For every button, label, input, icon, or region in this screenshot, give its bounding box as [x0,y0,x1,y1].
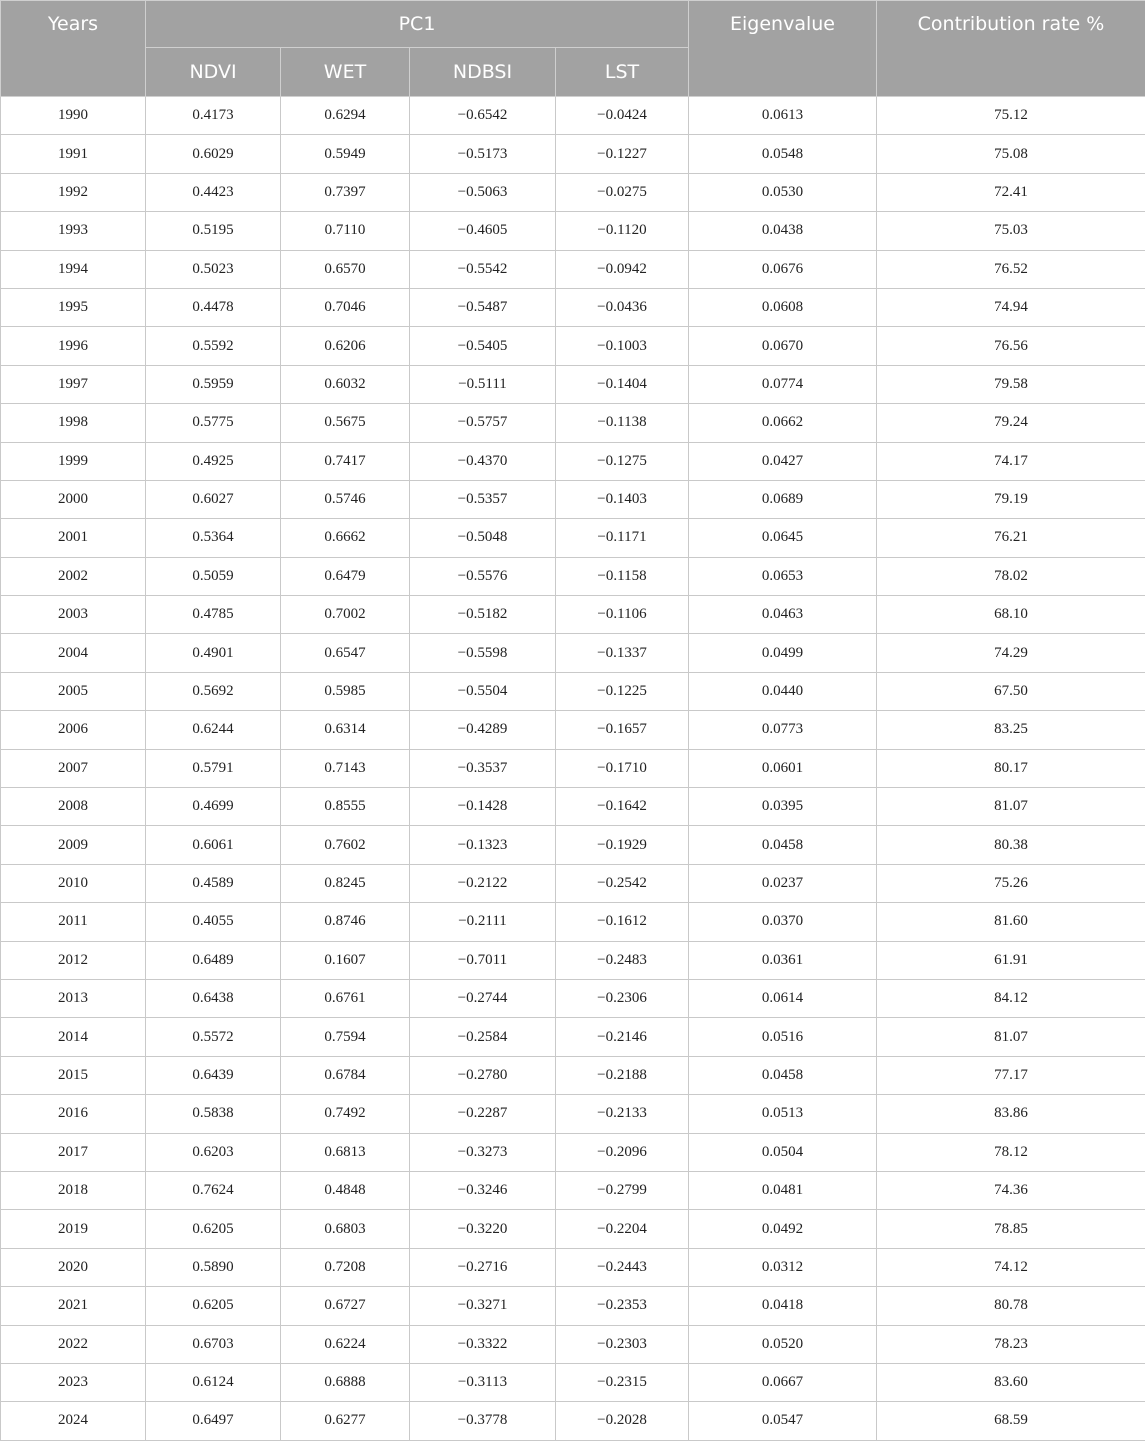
table-row [1,1210,1145,1248]
cell-wet: 0.6803 [281,1210,410,1248]
cell-ndvi: 0.6489 [146,941,281,979]
cell-wet: 0.6224 [281,1325,410,1363]
cell-ndbsi: −0.2287 [410,1095,556,1133]
cell-ndbsi: −0.3537 [410,749,556,787]
cell-ndvi: 0.5692 [146,672,281,710]
cell-lst: −0.2315 [556,1363,689,1401]
cell-ndvi: 0.5838 [146,1095,281,1133]
cell-contribution-rate: 83.25 [877,711,1145,749]
cell-ndvi: 0.4423 [146,173,281,211]
table-row [1,557,1145,595]
table-row [1,1018,1145,1056]
cell-year: 2005 [1,672,146,710]
cell-lst: −0.1171 [556,519,689,557]
cell-ndvi: 0.6124 [146,1363,281,1401]
header-wet: WET [281,48,410,97]
cell-year: 1992 [1,173,146,211]
header-ndvi: NDVI [146,48,281,97]
cell-ndvi: 0.6061 [146,826,281,864]
cell-wet: 0.7046 [281,288,410,326]
cell-year: 2000 [1,480,146,518]
header-lst: LST [556,48,689,97]
cell-ndvi: 0.6205 [146,1210,281,1248]
cell-eigenvalue: 0.0653 [689,557,877,595]
table-row [1,212,1145,250]
cell-ndbsi: −0.5598 [410,634,556,672]
cell-contribution-rate: 75.26 [877,864,1145,902]
cell-wet: 0.8245 [281,864,410,902]
cell-year: 1994 [1,250,146,288]
cell-contribution-rate: 78.12 [877,1133,1145,1171]
cell-year: 2002 [1,557,146,595]
cell-eigenvalue: 0.0458 [689,1056,877,1094]
table-row [1,1248,1145,1286]
cell-wet: 0.7397 [281,173,410,211]
table-row [1,97,1145,135]
header-ndbsi: NDBSI [410,48,556,97]
cell-ndvi: 0.4478 [146,288,281,326]
cell-lst: −0.1275 [556,442,689,480]
cell-lst: −0.0424 [556,97,689,135]
cell-eigenvalue: 0.0613 [689,97,877,135]
cell-year: 1995 [1,288,146,326]
cell-year: 2022 [1,1325,146,1363]
cell-year: 2023 [1,1363,146,1401]
cell-year: 1997 [1,365,146,403]
cell-eigenvalue: 0.0530 [689,173,877,211]
table-row [1,1287,1145,1325]
cell-ndbsi: −0.5504 [410,672,556,710]
cell-eigenvalue: 0.0547 [689,1402,877,1440]
cell-lst: −0.0942 [556,250,689,288]
cell-lst: −0.2542 [556,864,689,902]
cell-lst: −0.2306 [556,979,689,1017]
cell-ndvi: 0.5023 [146,250,281,288]
cell-ndvi: 0.5059 [146,557,281,595]
table-header [1,1,1145,97]
cell-eigenvalue: 0.0427 [689,442,877,480]
table-row [1,1095,1145,1133]
cell-eigenvalue: 0.0516 [689,1018,877,1056]
cell-wet: 0.8555 [281,788,410,826]
cell-ndvi: 0.4173 [146,97,281,135]
cell-ndvi: 0.6497 [146,1402,281,1440]
cell-ndvi: 0.4925 [146,442,281,480]
cell-lst: −0.1403 [556,480,689,518]
cell-year: 2017 [1,1133,146,1171]
cell-ndvi: 0.6027 [146,480,281,518]
table-row [1,634,1145,672]
cell-ndbsi: −0.3113 [410,1363,556,1401]
cell-wet: 0.7143 [281,749,410,787]
cell-lst: −0.2028 [556,1402,689,1440]
cell-contribution-rate: 74.17 [877,442,1145,480]
cell-wet: 0.6813 [281,1133,410,1171]
table-row [1,1056,1145,1094]
cell-ndvi: 0.5791 [146,749,281,787]
cell-year: 1993 [1,212,146,250]
cell-eigenvalue: 0.0504 [689,1133,877,1171]
table-row [1,1402,1145,1440]
cell-ndvi: 0.4589 [146,864,281,902]
header-contribution-rate: Contribution rate % [877,1,1145,97]
cell-contribution-rate: 76.21 [877,519,1145,557]
cell-wet: 0.6032 [281,365,410,403]
cell-wet: 0.1607 [281,941,410,979]
cell-contribution-rate: 75.08 [877,135,1145,173]
cell-lst: −0.2303 [556,1325,689,1363]
cell-contribution-rate: 79.19 [877,480,1145,518]
cell-year: 2011 [1,903,146,941]
cell-wet: 0.7110 [281,212,410,250]
cell-contribution-rate: 81.07 [877,1018,1145,1056]
cell-ndbsi: −0.2716 [410,1248,556,1286]
cell-year: 2015 [1,1056,146,1094]
cell-wet: 0.6888 [281,1363,410,1401]
cell-wet: 0.5985 [281,672,410,710]
cell-ndbsi: −0.2122 [410,864,556,902]
cell-year: 2012 [1,941,146,979]
cell-eigenvalue: 0.0395 [689,788,877,826]
cell-contribution-rate: 68.59 [877,1402,1145,1440]
cell-wet: 0.5746 [281,480,410,518]
cell-lst: −0.2799 [556,1171,689,1209]
cell-ndbsi: −0.5063 [410,173,556,211]
table-row [1,480,1145,518]
table-row [1,788,1145,826]
cell-year: 2014 [1,1018,146,1056]
cell-year: 2008 [1,788,146,826]
cell-lst: −0.1158 [556,557,689,595]
cell-ndvi: 0.6703 [146,1325,281,1363]
cell-ndbsi: −0.2584 [410,1018,556,1056]
cell-eigenvalue: 0.0438 [689,212,877,250]
cell-lst: −0.1138 [556,404,689,442]
cell-year: 2020 [1,1248,146,1286]
cell-eigenvalue: 0.0520 [689,1325,877,1363]
cell-ndbsi: −0.4370 [410,442,556,480]
table-body [1,97,1145,1441]
cell-wet: 0.8746 [281,903,410,941]
cell-ndvi: 0.4699 [146,788,281,826]
cell-lst: −0.2188 [556,1056,689,1094]
cell-year: 1998 [1,404,146,442]
cell-ndvi: 0.5592 [146,327,281,365]
cell-lst: −0.2096 [556,1133,689,1171]
cell-ndbsi: −0.3322 [410,1325,556,1363]
cell-year: 2010 [1,864,146,902]
cell-ndbsi: −0.5357 [410,480,556,518]
cell-year: 1990 [1,97,146,135]
cell-eigenvalue: 0.0670 [689,327,877,365]
cell-year: 1991 [1,135,146,173]
cell-lst: −0.2204 [556,1210,689,1248]
cell-contribution-rate: 74.94 [877,288,1145,326]
cell-ndbsi: −0.3273 [410,1133,556,1171]
cell-wet: 0.6784 [281,1056,410,1094]
cell-wet: 0.6761 [281,979,410,1017]
cell-contribution-rate: 81.60 [877,903,1145,941]
table-row [1,672,1145,710]
cell-year: 2009 [1,826,146,864]
cell-wet: 0.5675 [281,404,410,442]
header-pc1: PC1 [146,1,689,48]
cell-ndbsi: −0.4605 [410,212,556,250]
cell-contribution-rate: 74.29 [877,634,1145,672]
table-row [1,173,1145,211]
cell-contribution-rate: 80.17 [877,749,1145,787]
cell-lst: −0.1642 [556,788,689,826]
cell-lst: −0.1929 [556,826,689,864]
cell-eigenvalue: 0.0312 [689,1248,877,1286]
cell-lst: −0.1106 [556,596,689,634]
cell-ndvi: 0.5195 [146,212,281,250]
cell-eigenvalue: 0.0492 [689,1210,877,1248]
cell-eigenvalue: 0.0608 [689,288,877,326]
cell-wet: 0.4848 [281,1171,410,1209]
cell-contribution-rate: 79.58 [877,365,1145,403]
cell-lst: −0.0436 [556,288,689,326]
cell-lst: −0.1227 [556,135,689,173]
cell-wet: 0.6294 [281,97,410,135]
cell-wet: 0.7002 [281,596,410,634]
cell-wet: 0.6662 [281,519,410,557]
cell-year: 2019 [1,1210,146,1248]
cell-lst: −0.1337 [556,634,689,672]
cell-year: 2001 [1,519,146,557]
cell-contribution-rate: 81.07 [877,788,1145,826]
cell-ndbsi: −0.5405 [410,327,556,365]
cell-eigenvalue: 0.0667 [689,1363,877,1401]
cell-contribution-rate: 61.91 [877,941,1145,979]
cell-eigenvalue: 0.0458 [689,826,877,864]
cell-ndvi: 0.4785 [146,596,281,634]
cell-wet: 0.7594 [281,1018,410,1056]
cell-ndbsi: −0.3246 [410,1171,556,1209]
table-row [1,979,1145,1017]
cell-contribution-rate: 74.36 [877,1171,1145,1209]
cell-ndbsi: −0.5576 [410,557,556,595]
cell-ndbsi: −0.1428 [410,788,556,826]
cell-ndbsi: −0.5542 [410,250,556,288]
cell-contribution-rate: 78.02 [877,557,1145,595]
cell-eigenvalue: 0.0463 [689,596,877,634]
cell-eigenvalue: 0.0370 [689,903,877,941]
table-row [1,826,1145,864]
header-eigenvalue: Eigenvalue [689,1,877,97]
table-row [1,596,1145,634]
cell-ndbsi: −0.5173 [410,135,556,173]
table-row [1,903,1145,941]
cell-ndbsi: −0.5182 [410,596,556,634]
cell-lst: −0.2353 [556,1287,689,1325]
cell-year: 2007 [1,749,146,787]
cell-eigenvalue: 0.0773 [689,711,877,749]
cell-contribution-rate: 68.10 [877,596,1145,634]
cell-eigenvalue: 0.0614 [689,979,877,1017]
cell-wet: 0.6479 [281,557,410,595]
cell-ndvi: 0.5890 [146,1248,281,1286]
cell-ndvi: 0.5572 [146,1018,281,1056]
cell-contribution-rate: 79.24 [877,404,1145,442]
cell-wet: 0.7602 [281,826,410,864]
cell-eigenvalue: 0.0774 [689,365,877,403]
cell-lst: −0.2146 [556,1018,689,1056]
cell-contribution-rate: 72.41 [877,173,1145,211]
cell-ndvi: 0.6205 [146,1287,281,1325]
cell-eigenvalue: 0.0481 [689,1171,877,1209]
cell-eigenvalue: 0.0237 [689,864,877,902]
cell-lst: −0.2443 [556,1248,689,1286]
cell-ndvi: 0.5775 [146,404,281,442]
cell-ndbsi: −0.5757 [410,404,556,442]
cell-contribution-rate: 77.17 [877,1056,1145,1094]
table-row [1,288,1145,326]
cell-contribution-rate: 67.50 [877,672,1145,710]
cell-lst: −0.1003 [556,327,689,365]
cell-wet: 0.7417 [281,442,410,480]
cell-eigenvalue: 0.0676 [689,250,877,288]
cell-year: 2004 [1,634,146,672]
cell-lst: −0.1612 [556,903,689,941]
cell-ndvi: 0.6029 [146,135,281,173]
cell-contribution-rate: 75.03 [877,212,1145,250]
cell-wet: 0.7492 [281,1095,410,1133]
cell-ndvi: 0.5959 [146,365,281,403]
cell-year: 2013 [1,979,146,1017]
table-row [1,135,1145,173]
cell-contribution-rate: 80.78 [877,1287,1145,1325]
cell-eigenvalue: 0.0645 [689,519,877,557]
cell-contribution-rate: 83.86 [877,1095,1145,1133]
cell-ndvi: 0.6203 [146,1133,281,1171]
cell-wet: 0.6277 [281,1402,410,1440]
cell-lst: −0.1120 [556,212,689,250]
cell-ndbsi: −0.7011 [410,941,556,979]
table-row [1,404,1145,442]
cell-lst: −0.1404 [556,365,689,403]
cell-wet: 0.6314 [281,711,410,749]
cell-lst: −0.2133 [556,1095,689,1133]
cell-ndvi: 0.6439 [146,1056,281,1094]
cell-contribution-rate: 76.52 [877,250,1145,288]
cell-wet: 0.7208 [281,1248,410,1286]
cell-wet: 0.6547 [281,634,410,672]
cell-contribution-rate: 84.12 [877,979,1145,1017]
cell-year: 2021 [1,1287,146,1325]
cell-contribution-rate: 83.60 [877,1363,1145,1401]
cell-year: 2018 [1,1171,146,1209]
table-row [1,1133,1145,1171]
cell-lst: −0.1657 [556,711,689,749]
cell-year: 2006 [1,711,146,749]
table-row [1,864,1145,902]
cell-contribution-rate: 78.23 [877,1325,1145,1363]
cell-contribution-rate: 74.12 [877,1248,1145,1286]
cell-eigenvalue: 0.0548 [689,135,877,173]
cell-ndbsi: −0.5111 [410,365,556,403]
cell-lst: −0.0275 [556,173,689,211]
cell-ndbsi: −0.2111 [410,903,556,941]
table-row [1,711,1145,749]
cell-eigenvalue: 0.0440 [689,672,877,710]
cell-ndbsi: −0.3271 [410,1287,556,1325]
cell-eigenvalue: 0.0499 [689,634,877,672]
table-row [1,327,1145,365]
cell-ndbsi: −0.4289 [410,711,556,749]
cell-eigenvalue: 0.0689 [689,480,877,518]
cell-ndbsi: −0.5487 [410,288,556,326]
cell-ndvi: 0.6438 [146,979,281,1017]
cell-wet: 0.6206 [281,327,410,365]
cell-wet: 0.5949 [281,135,410,173]
table-row [1,1363,1145,1401]
cell-contribution-rate: 80.38 [877,826,1145,864]
table-row [1,365,1145,403]
cell-year: 2024 [1,1402,146,1440]
cell-ndbsi: −0.1323 [410,826,556,864]
cell-ndvi: 0.5364 [146,519,281,557]
cell-contribution-rate: 76.56 [877,327,1145,365]
cell-ndbsi: −0.3778 [410,1402,556,1440]
table-row [1,941,1145,979]
cell-ndbsi: −0.6542 [410,97,556,135]
table-row [1,442,1145,480]
cell-ndbsi: −0.2780 [410,1056,556,1094]
cell-ndvi: 0.6244 [146,711,281,749]
cell-ndvi: 0.4901 [146,634,281,672]
cell-eigenvalue: 0.0418 [689,1287,877,1325]
table-row [1,250,1145,288]
cell-eigenvalue: 0.0601 [689,749,877,787]
cell-lst: −0.2483 [556,941,689,979]
cell-ndvi: 0.7624 [146,1171,281,1209]
table-row [1,519,1145,557]
cell-wet: 0.6727 [281,1287,410,1325]
cell-wet: 0.6570 [281,250,410,288]
table-row [1,749,1145,787]
cell-contribution-rate: 78.85 [877,1210,1145,1248]
cell-year: 2016 [1,1095,146,1133]
cell-eigenvalue: 0.0662 [689,404,877,442]
cell-year: 2003 [1,596,146,634]
cell-lst: −0.1710 [556,749,689,787]
cell-eigenvalue: 0.0513 [689,1095,877,1133]
cell-contribution-rate: 75.12 [877,97,1145,135]
table-row [1,1325,1145,1363]
cell-year: 1999 [1,442,146,480]
cell-eigenvalue: 0.0361 [689,941,877,979]
cell-ndvi: 0.4055 [146,903,281,941]
cell-year: 1996 [1,327,146,365]
cell-ndbsi: −0.2744 [410,979,556,1017]
cell-lst: −0.1225 [556,672,689,710]
header-years: Years [1,1,146,97]
table-row [1,1171,1145,1209]
cell-ndbsi: −0.5048 [410,519,556,557]
cell-ndbsi: −0.3220 [410,1210,556,1248]
